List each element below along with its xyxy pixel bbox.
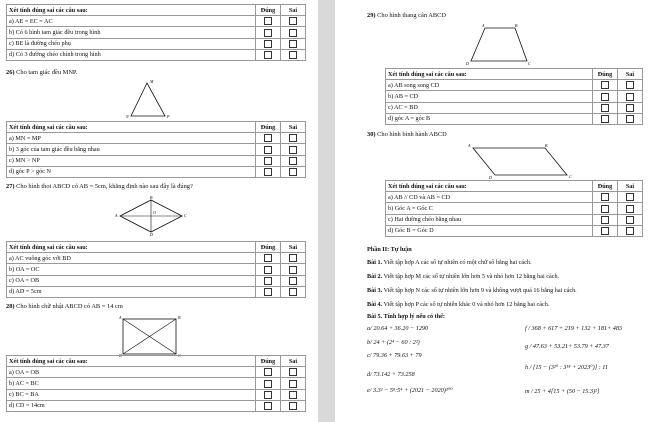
false-checkbox[interactable] xyxy=(626,81,634,89)
statement: a) AE = EC = AC xyxy=(7,16,256,27)
true-checkbox[interactable] xyxy=(264,134,272,142)
true-checkbox[interactable] xyxy=(264,380,272,388)
triangle-figure xyxy=(125,80,175,120)
svg-text:D: D xyxy=(119,353,122,358)
svg-text:O: O xyxy=(153,210,156,215)
true-checkbox[interactable] xyxy=(601,81,609,89)
false-checkbox[interactable] xyxy=(289,134,297,142)
false-checkbox[interactable] xyxy=(626,193,634,201)
svg-text:B: B xyxy=(515,23,518,28)
page-right xyxy=(335,0,650,422)
false-checkbox[interactable] xyxy=(289,157,297,165)
col-statement: Xét tính đúng sai các câu sau: xyxy=(7,5,256,16)
statement: c) MN > NP xyxy=(7,155,256,166)
false-checkbox[interactable] xyxy=(289,40,297,48)
false-checkbox[interactable] xyxy=(626,115,634,123)
statement: c) BC = BA xyxy=(7,389,256,400)
true-checkbox[interactable] xyxy=(264,51,272,59)
expr-g: g / 47.63 + 53.21+ 53.79 + 47.37 xyxy=(525,343,609,350)
true-checkbox[interactable] xyxy=(601,205,609,213)
false-checkbox[interactable] xyxy=(626,93,634,101)
statement: d) góc P > góc N xyxy=(7,166,256,177)
true-checkbox[interactable] xyxy=(601,216,609,224)
false-checkbox[interactable] xyxy=(289,402,297,410)
statement: b) Góc A = Góc C xyxy=(386,203,593,214)
true-checkbox[interactable] xyxy=(264,29,272,37)
false-checkbox[interactable] xyxy=(289,168,297,176)
false-checkbox[interactable] xyxy=(289,266,297,274)
table-q25: Xét tính đúng sai các câu sau: Đúng Sai a) AE = EC = AC b) Có 6 hình tam giác đều trong hình c) BE là đường chéo phụ d) Có 3 đường chéo chính trong hình xyxy=(6,4,306,61)
true-checkbox[interactable] xyxy=(601,193,609,201)
svg-text:D: D xyxy=(466,61,469,66)
false-checkbox[interactable] xyxy=(626,227,634,235)
svg-text:B: B xyxy=(545,143,548,148)
statement: d) AD = 5cm xyxy=(7,286,256,297)
svg-text:A: A xyxy=(119,315,122,320)
svg-text:A: A xyxy=(468,143,471,148)
expr-h: h / [15 − (3²⁰ : 3¹⁸ + 2023⁰)] : 11 xyxy=(525,364,608,371)
statement: a) MN = MP xyxy=(7,133,256,144)
true-checkbox[interactable] xyxy=(264,17,272,25)
expr-e: e/ 3.3² − 5⁸:5⁴ + (2021 − 2020)²⁰⁰ xyxy=(367,387,453,394)
svg-text:C: C xyxy=(528,61,531,66)
false-checkbox[interactable] xyxy=(626,216,634,224)
svg-text:C: C xyxy=(178,353,181,358)
false-checkbox[interactable] xyxy=(626,104,634,112)
svg-text:B: B xyxy=(150,195,153,200)
expr-c: c/ 79.36 + 79.63 + 79 xyxy=(367,352,422,359)
expr-f: f / 368 + 617 + 219 + 132 + 181+ 483 xyxy=(525,325,623,332)
true-checkbox[interactable] xyxy=(264,157,272,165)
false-checkbox[interactable] xyxy=(289,391,297,399)
table-q29: Xét tính đúng sai các câu sau: Đúng Sai a) AB song song CD b) AB = CD c) AC = BD d) góc A = góc B xyxy=(385,68,643,125)
svg-text:B: B xyxy=(178,315,181,320)
statement: a) AB // CD và AB = CD xyxy=(386,192,593,203)
true-checkbox[interactable] xyxy=(264,277,272,285)
statement: a) AB song song CD xyxy=(386,80,593,91)
exercise-5: Bài 5. Tính hợp lý nếu có thể: xyxy=(367,313,445,320)
parallelogram-figure xyxy=(465,142,575,180)
exercise-1: Bài 1. Viết tập hợp A các số tự nhiên có một chữ số bằng hai cách. xyxy=(367,259,532,266)
svg-text:A: A xyxy=(482,23,485,28)
expr-d: d/ 73.142 + 73.258 xyxy=(367,371,415,378)
question-28: 28) Cho hình chữ nhật ABCD có AB = 14 cm xyxy=(6,303,123,310)
statement: d) Có 3 đường chéo chính trong hình xyxy=(7,49,256,60)
expr-m: m / 25 + 4[15 + (50 − 15.3)²] xyxy=(525,388,600,395)
false-checkbox[interactable] xyxy=(289,146,297,154)
statement: d) Góc B = Góc D xyxy=(386,225,593,236)
true-checkbox[interactable] xyxy=(601,227,609,235)
exercise-2: Bài 2. Viết tập hợp M các số tự nhiên lớn hơn 5 và nhỏ hơn 12 bằng hai cách. xyxy=(367,273,560,280)
statement: b) OA = OC xyxy=(7,264,256,275)
true-checkbox[interactable] xyxy=(264,368,272,376)
true-checkbox[interactable] xyxy=(264,402,272,410)
question-27: 27) Cho hình thoi ABCD có AB = 5cm, khẳng định nào sau đây là đúng? xyxy=(6,183,193,190)
statement: a) AC vuông góc với BD xyxy=(7,253,256,264)
false-checkbox[interactable] xyxy=(289,29,297,37)
true-checkbox[interactable] xyxy=(264,288,272,296)
false-checkbox[interactable] xyxy=(289,254,297,262)
svg-text:D: D xyxy=(489,175,492,180)
statement: b) 3 góc của tam giác đều bằng nhau xyxy=(7,144,256,155)
question-26: 26) Cho tam giác đều MNP. xyxy=(6,69,78,76)
statement: c) AC = BD xyxy=(386,102,593,113)
statement: c) Hai đường chéo bằng nhau xyxy=(386,214,593,225)
false-checkbox[interactable] xyxy=(289,17,297,25)
table-q26: Xét tính đúng sai các câu sau: Đúng Sai a) MN = MP b) 3 góc của tam giác đều bằng nhau c) MN > NP d) góc P > góc N xyxy=(6,121,306,178)
svg-text:D: D xyxy=(150,232,153,237)
svg-text:P: P xyxy=(167,114,170,119)
table-q30: Xét tính đúng sai các câu sau: Đúng Sai a) AB // CD và AB = CD b) Góc A = Góc C c) Hai đường chéo bằng nhau d) Góc B = Góc D xyxy=(385,180,643,237)
statement: b) AB = CD xyxy=(386,91,593,102)
page-left xyxy=(0,0,318,422)
statement: c) OA = OB xyxy=(7,275,256,286)
true-checkbox[interactable] xyxy=(601,93,609,101)
false-checkbox[interactable] xyxy=(289,288,297,296)
part2-title: Phần II: Tự luận xyxy=(367,246,412,253)
true-checkbox[interactable] xyxy=(264,146,272,154)
statement: a) OA = OB xyxy=(7,367,256,378)
statement: b) AC = BC xyxy=(7,378,256,389)
statement: d) CD = 14cm xyxy=(7,400,256,411)
true-checkbox[interactable] xyxy=(264,254,272,262)
expr-b: b/ 24 + (2⁴ − 60 : 2²) xyxy=(367,339,420,346)
true-checkbox[interactable] xyxy=(601,115,609,123)
trapezoid-figure xyxy=(465,24,535,66)
question-29: 29) Cho hình thang cân ABCD xyxy=(367,12,447,19)
statement: b) Có 6 hình tam giác đều trong hình xyxy=(7,27,256,38)
rhombus-figure xyxy=(115,196,195,236)
true-checkbox[interactable] xyxy=(264,168,272,176)
rectangle-figure xyxy=(118,315,183,359)
false-checkbox[interactable] xyxy=(289,277,297,285)
true-checkbox[interactable] xyxy=(264,391,272,399)
exercise-3: Bài 3. Viết tập hợp N các số tự nhiên lớn hơn 9 và không vượt quá 16 bằng hai cách. xyxy=(367,287,577,294)
svg-text:C: C xyxy=(184,213,187,218)
true-checkbox[interactable] xyxy=(264,266,272,274)
false-checkbox[interactable] xyxy=(289,380,297,388)
svg-text:C: C xyxy=(569,174,572,179)
svg-text:M: M xyxy=(150,79,154,84)
true-checkbox[interactable] xyxy=(601,104,609,112)
statement: d) góc A = góc B xyxy=(386,113,593,124)
statement: c) BE là đường chéo phụ xyxy=(7,38,256,49)
svg-text:N: N xyxy=(126,114,129,119)
false-checkbox[interactable] xyxy=(289,368,297,376)
false-checkbox[interactable] xyxy=(289,51,297,59)
svg-text:A: A xyxy=(115,213,118,218)
table-q27: Xét tính đúng sai các câu sau: Đúng Sai a) AC vuông góc với BD b) OA = OC c) OA = OB d) AD = 5cm xyxy=(6,241,306,298)
true-checkbox[interactable] xyxy=(264,40,272,48)
false-checkbox[interactable] xyxy=(626,205,634,213)
exercise-4: Bài 4. Viết tập hợp P các số tự nhiên khác 0 và nhỏ hơn 12 bằng hai cách. xyxy=(367,301,550,308)
table-q28: Xét tính đúng sai các câu sau: Đúng Sai a) OA = OB b) AC = BC c) BC = BA d) CD = 14cm xyxy=(6,355,306,412)
expr-a: a/ 20.64 + 36.20 − 1290 xyxy=(367,325,429,332)
question-30: 30) Cho hình bình hành ABCD xyxy=(367,131,447,138)
